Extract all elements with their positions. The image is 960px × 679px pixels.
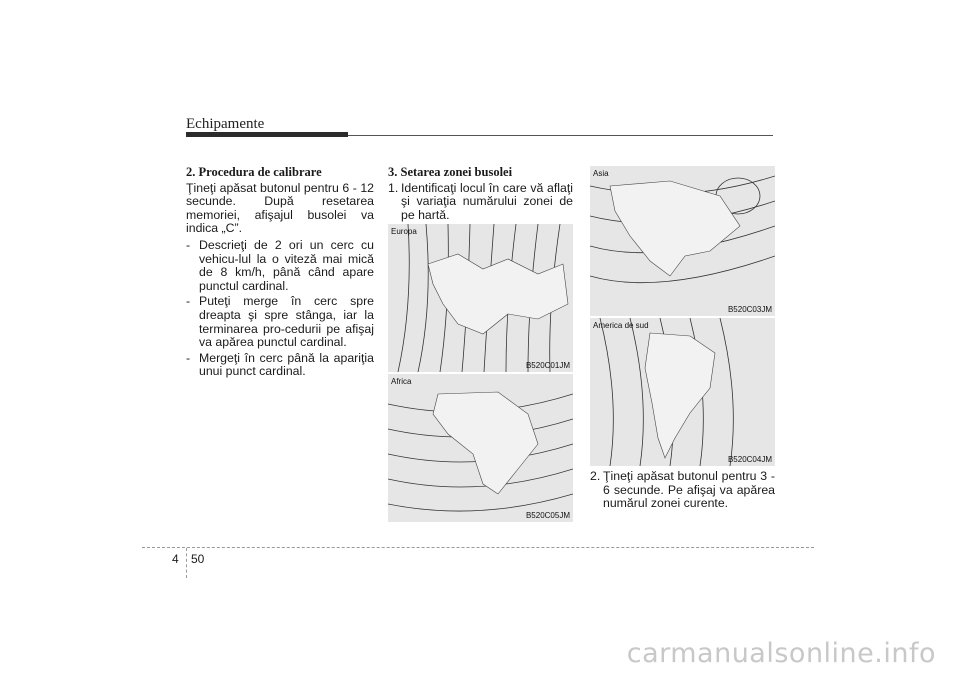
list-marker: -	[186, 350, 191, 365]
list-marker: -	[186, 237, 191, 252]
header-rule	[348, 135, 773, 136]
map-code: B520C05JM	[525, 511, 570, 520]
calibration-step-text: Puteţi merge în cerc spre dreapta şi spre stânga, iar la terminarea pro-cedurii pe afişaj va apărea punctul cardinal.	[199, 294, 374, 350]
map-label: Africa	[391, 377, 412, 386]
map-south-america	[590, 318, 775, 466]
page-header-title: Echipamente	[186, 116, 265, 132]
list-marker: 2.	[590, 469, 601, 483]
zone-section	[388, 166, 573, 224]
zone-section-continued	[590, 470, 775, 513]
map-label: America de sud	[593, 321, 649, 330]
zone-step	[388, 182, 573, 223]
footer-rule	[142, 547, 814, 548]
section-number: 4	[172, 552, 179, 566]
calibration-section	[186, 166, 374, 381]
map-africa	[388, 374, 573, 522]
calibration-step	[186, 295, 374, 349]
zone-map-illustration	[388, 374, 573, 522]
watermark: carmanualsonline.info	[626, 638, 936, 669]
page-number: 50	[191, 552, 205, 566]
map-europe	[388, 224, 573, 372]
map-code: B520C04JM	[727, 455, 772, 464]
zone-heading: 3. Setarea zonei busolei	[388, 165, 513, 179]
zone-step-text: Ţineţi apăsat butonul pentru 3 - 6 secunde. Pe afişaj va apărea numărul zonei curente.	[603, 469, 775, 511]
map-label: Asia	[593, 169, 609, 178]
calibration-heading: 2. Procedura de calibrare	[186, 165, 322, 179]
calibration-intro: Ţineţi apăsat butonul pentru 6 - 12 secunde. După resetarea memoriei, afişajul busolei va indica „C”.	[186, 180, 374, 236]
zone-step	[590, 470, 775, 511]
zone-step-text: Identificaţi locul în care vă aflaţi şi variaţia numărului zonei de pe hartă.	[401, 180, 573, 222]
map-asia	[590, 166, 775, 316]
footer-divider	[186, 548, 187, 578]
map-label: Europa	[391, 227, 417, 236]
zone-map-illustration	[590, 318, 775, 466]
map-code: B520C01JM	[525, 361, 570, 370]
calibration-step	[186, 352, 374, 379]
header-bar	[186, 132, 348, 137]
calibration-step-text: Descrieţi de 2 ori un cerc cu vehicu-lul la o viteză mai mică de 8 km/h, până când apare punctul cardinal.	[199, 237, 374, 293]
list-marker: 1.	[388, 180, 399, 195]
calibration-step	[186, 239, 374, 293]
list-marker: -	[186, 294, 191, 309]
map-code: B520C03JM	[727, 305, 772, 314]
calibration-step-text: Mergeţi în cerc până la apariţia unui punct cardinal.	[199, 350, 374, 379]
zone-map-illustration	[388, 224, 573, 372]
zone-map-illustration	[590, 166, 775, 316]
